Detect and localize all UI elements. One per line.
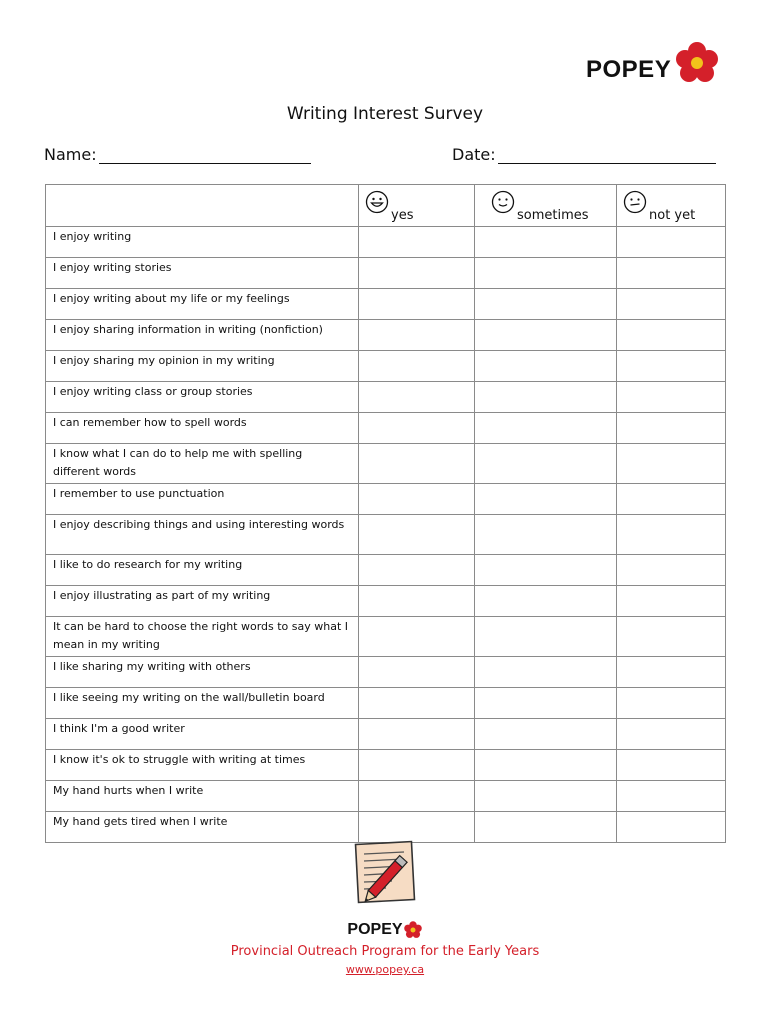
sometimes-cell[interactable] <box>475 351 617 382</box>
name-line[interactable] <box>99 145 311 164</box>
not-yet-cell[interactable] <box>617 413 726 444</box>
survey-row <box>46 227 726 258</box>
survey-row <box>46 484 726 515</box>
statement-cell: I can remember how to spell words <box>46 413 359 444</box>
yes-cell[interactable] <box>359 586 475 617</box>
survey-row <box>46 258 726 289</box>
statement-cell: My hand gets tired when I write <box>46 812 359 843</box>
statement-cell: It can be hard to choose the right words to say what I mean in my writing <box>46 617 359 657</box>
sometimes-cell[interactable] <box>475 258 617 289</box>
yes-cell[interactable] <box>359 444 475 484</box>
survey-row <box>46 413 726 444</box>
popey-logo-top <box>586 40 721 86</box>
not-yet-cell[interactable] <box>617 657 726 688</box>
statement-cell: I remember to use punctuation <box>46 484 359 515</box>
header-row <box>46 185 726 227</box>
sometimes-cell[interactable] <box>475 382 617 413</box>
sometimes-cell[interactable] <box>475 484 617 515</box>
not-yet-cell[interactable] <box>617 444 726 484</box>
not-yet-cell[interactable] <box>617 484 726 515</box>
not-yet-cell[interactable] <box>617 515 726 555</box>
statement-header <box>46 185 359 227</box>
survey-row <box>46 617 726 657</box>
not-yet-header <box>617 185 726 227</box>
survey-table <box>45 184 726 843</box>
survey-row <box>46 750 726 781</box>
footer-logo <box>347 920 422 940</box>
footer-brand-name: POPEY <box>347 921 403 938</box>
not-yet-label: not yet <box>649 208 696 223</box>
yes-cell[interactable] <box>359 382 475 413</box>
sometimes-cell[interactable] <box>475 289 617 320</box>
statement-cell: I enjoy writing <box>46 227 359 258</box>
yes-cell[interactable] <box>359 555 475 586</box>
date-field[interactable] <box>452 145 716 164</box>
survey-row <box>46 515 726 555</box>
yes-cell[interactable] <box>359 719 475 750</box>
survey-row <box>46 781 726 812</box>
sometimes-cell[interactable] <box>475 320 617 351</box>
sometimes-cell[interactable] <box>475 555 617 586</box>
sometimes-cell[interactable] <box>475 227 617 258</box>
flower-icon <box>403 920 423 940</box>
survey-row <box>46 320 726 351</box>
survey-row <box>46 289 726 320</box>
statement-cell: I like to do research for my writing <box>46 555 359 586</box>
statement-cell: I enjoy writing stories <box>46 258 359 289</box>
sometimes-header <box>475 185 617 227</box>
statement-cell: I like sharing my writing with others <box>46 657 359 688</box>
not-yet-cell[interactable] <box>617 586 726 617</box>
survey-row <box>46 444 726 484</box>
not-yet-cell[interactable] <box>617 382 726 413</box>
sometimes-cell[interactable] <box>475 617 617 657</box>
yes-cell[interactable] <box>359 657 475 688</box>
date-label: Date: <box>452 145 496 164</box>
not-yet-cell[interactable] <box>617 617 726 657</box>
neutral-face-icon <box>623 190 647 214</box>
sometimes-cell[interactable] <box>475 750 617 781</box>
yes-cell[interactable] <box>359 289 475 320</box>
survey-row <box>46 555 726 586</box>
survey-row <box>46 688 726 719</box>
footer <box>0 838 770 976</box>
statement-cell: I think I'm a good writer <box>46 719 359 750</box>
not-yet-cell[interactable] <box>617 227 726 258</box>
statement-cell: I enjoy illustrating as part of my writing <box>46 586 359 617</box>
smile-face-icon <box>491 190 515 214</box>
website-link[interactable]: www.popey.ca <box>345 963 425 976</box>
yes-cell[interactable] <box>359 258 475 289</box>
not-yet-cell[interactable] <box>617 750 726 781</box>
survey-row <box>46 586 726 617</box>
sometimes-label: sometimes <box>517 208 589 223</box>
yes-cell[interactable] <box>359 413 475 444</box>
survey-row <box>46 719 726 750</box>
not-yet-cell[interactable] <box>617 555 726 586</box>
page-title: Writing Interest Survey <box>286 104 484 124</box>
sometimes-cell[interactable] <box>475 781 617 812</box>
statement-cell: My hand hurts when I write <box>46 781 359 812</box>
sometimes-cell[interactable] <box>475 444 617 484</box>
not-yet-cell[interactable] <box>617 719 726 750</box>
yes-header <box>359 185 475 227</box>
yes-cell[interactable] <box>359 515 475 555</box>
sometimes-cell[interactable] <box>475 586 617 617</box>
brand-name: POPEY <box>586 56 672 83</box>
yes-cell[interactable] <box>359 320 475 351</box>
not-yet-cell[interactable] <box>617 289 726 320</box>
survey-row <box>46 657 726 688</box>
yes-label: yes <box>391 208 414 223</box>
yes-cell[interactable] <box>359 781 475 812</box>
name-field[interactable] <box>44 145 311 164</box>
statement-cell: I like seeing my writing on the wall/bulletin board <box>46 688 359 719</box>
yes-cell[interactable] <box>359 484 475 515</box>
not-yet-cell[interactable] <box>617 781 726 812</box>
yes-cell[interactable] <box>359 351 475 382</box>
date-line[interactable] <box>498 145 716 164</box>
survey-row <box>46 382 726 413</box>
sometimes-cell[interactable] <box>475 515 617 555</box>
name-label: Name: <box>44 145 97 164</box>
survey-row <box>46 351 726 382</box>
not-yet-cell[interactable] <box>617 320 726 351</box>
yes-cell[interactable] <box>359 688 475 719</box>
not-yet-cell[interactable] <box>617 688 726 719</box>
statement-cell: I enjoy writing class or group stories <box>46 382 359 413</box>
statement-cell: I know it's ok to struggle with writing at times <box>46 750 359 781</box>
writing-paper-pencil-icon <box>352 838 418 904</box>
statement-cell: I know what I can do to help me with spelling different words <box>46 444 359 484</box>
statement-cell: I enjoy describing things and using interesting words <box>46 515 359 555</box>
statement-cell: I enjoy sharing information in writing (nonfiction) <box>46 320 359 351</box>
happy-face-icon <box>365 190 389 214</box>
yes-cell[interactable] <box>359 750 475 781</box>
not-yet-cell[interactable] <box>617 258 726 289</box>
program-name: Provincial Outreach Program for the Early Years <box>230 944 540 959</box>
yes-cell[interactable] <box>359 227 475 258</box>
sometimes-cell[interactable] <box>475 719 617 750</box>
statement-cell: I enjoy writing about my life or my feelings <box>46 289 359 320</box>
flower-icon <box>673 40 721 86</box>
sometimes-cell[interactable] <box>475 688 617 719</box>
sometimes-cell[interactable] <box>475 413 617 444</box>
not-yet-cell[interactable] <box>617 351 726 382</box>
sometimes-cell[interactable] <box>475 657 617 688</box>
statement-cell: I enjoy sharing my opinion in my writing <box>46 351 359 382</box>
yes-cell[interactable] <box>359 617 475 657</box>
